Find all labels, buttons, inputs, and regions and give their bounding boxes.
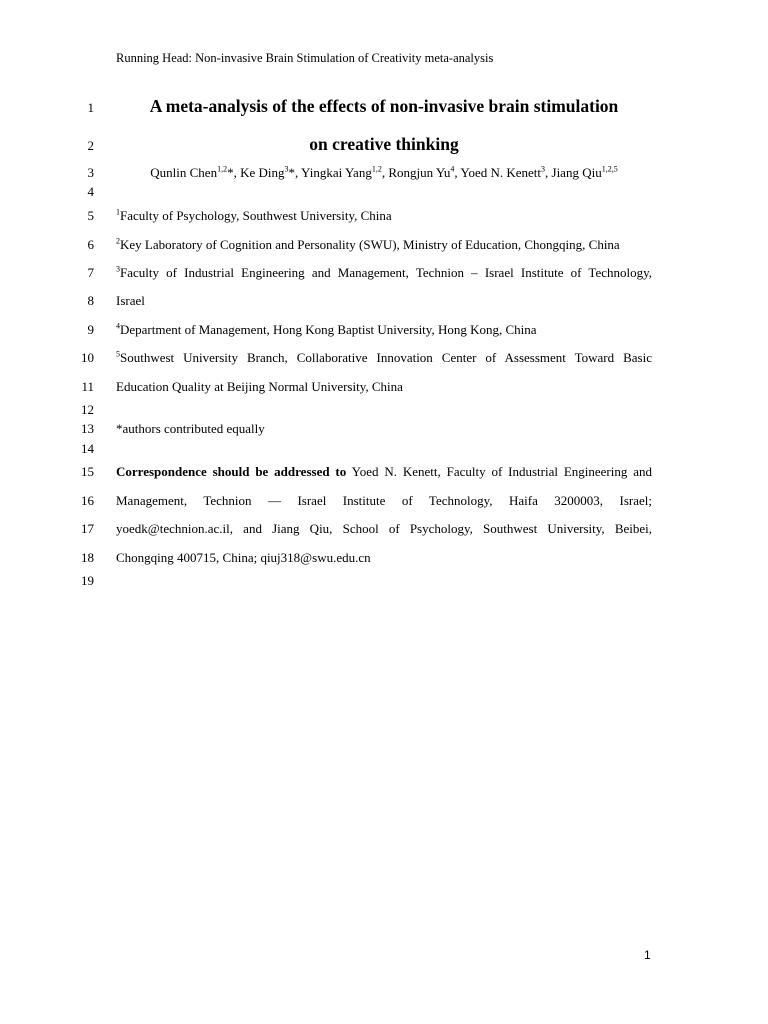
- equal-contribution-mark: *: [227, 165, 234, 180]
- affiliation-text: Department of Management, Hong Kong Baptist University, Hong Kong, China: [120, 322, 537, 337]
- line-number: 7: [87, 265, 94, 280]
- line-number: 12: [81, 402, 94, 417]
- affiliation-number: 1: [116, 207, 120, 217]
- affiliation-number: 4: [116, 321, 120, 331]
- correspondence-label: Correspondence should be addressed to: [116, 464, 347, 479]
- author-name: Jiang Qiu: [551, 165, 602, 180]
- author-affiliation: 1,2,5: [601, 164, 618, 174]
- line-number: 9: [87, 322, 94, 337]
- line-number: 4: [87, 184, 94, 199]
- page-number: 1: [644, 948, 651, 962]
- correspondence-text: Yoed N. Kenett, Faculty of Industrial Engineering and: [346, 464, 652, 479]
- line-number: 1: [87, 100, 94, 115]
- affiliation-text: Faculty of Industrial Engineering and Management, Technion – Israel Institute of Technology,: [120, 265, 652, 280]
- author-affiliation: 1,2: [217, 164, 228, 174]
- line-number: 13: [81, 421, 94, 436]
- author-affiliation: 1,2: [371, 164, 382, 174]
- line-number: 15: [81, 464, 94, 479]
- affiliation-number: 3: [116, 264, 120, 274]
- affiliation-3: [116, 265, 652, 281]
- author-name: Ke Ding: [240, 165, 285, 180]
- correspondence-line-2: Management, Technion — Israel Institute of Technology, Haifa 3200003, Israel;: [116, 493, 652, 508]
- affiliation-3-continued: Israel: [116, 293, 145, 308]
- line-number: 2: [87, 138, 94, 153]
- line-number: 6: [87, 237, 94, 252]
- author-name: Yoed N. Kenett: [460, 165, 542, 180]
- correspondence-line-3: yoedk@technion.ac.il, and Jiang Qiu, School of Psychology, Southwest University, Beibei,: [116, 521, 652, 536]
- line-number: 18: [81, 550, 94, 565]
- author-affiliation: 3: [541, 164, 546, 174]
- author-name: Yingkai Yang: [301, 165, 372, 180]
- line-number: 8: [87, 293, 94, 308]
- author-list: Qunlin Chen$^{1,2}$*, Ke Ding$^3$*, Yingkai Yang$^{1,2}$, Rongjun Yu$^4$, Yoed N. Kenett$^3$, Jiang Qiu$^{1,2,5}$: [150, 164, 618, 180]
- affiliation-4: [116, 322, 652, 338]
- affiliation-text: Faculty of Psychology, Southwest University, China: [120, 208, 392, 223]
- author-name: Qunlin Chen: [150, 165, 218, 180]
- affiliation-number: 2: [116, 236, 120, 246]
- correspondence-line-4: Chongqing 400715, China; qiuj318@swu.edu.cn: [116, 550, 371, 565]
- affiliation-1: [116, 208, 652, 224]
- line-number: 14: [81, 441, 94, 456]
- equal-contribution-mark: *: [288, 165, 295, 180]
- line-number: 10: [81, 350, 94, 365]
- author-affiliation: 4: [450, 164, 455, 174]
- affiliation-text: Southwest University Branch, Collaborative Innovation Center of Assessment Toward Basic: [120, 350, 652, 365]
- line-number: 5: [87, 208, 94, 223]
- line-number: 16: [81, 493, 94, 508]
- affiliation-5-continued: Education Quality at Beijing Normal University, China: [116, 379, 403, 394]
- correspondence-line-1: [116, 464, 652, 480]
- author-name: Rongjun Yu: [388, 165, 451, 180]
- paper-title-line-1: A meta-analysis of the effects of non-invasive brain stimulation: [149, 96, 619, 116]
- line-number: 19: [81, 573, 94, 588]
- paper-title-line-2: on creative thinking: [309, 134, 459, 154]
- affiliation-2: [116, 237, 652, 253]
- line-number: 3: [87, 165, 94, 180]
- line-number: 17: [81, 521, 94, 536]
- author-affiliation: 3: [284, 164, 289, 174]
- equal-contribution-note: *authors contributed equally: [116, 421, 265, 436]
- affiliation-text: Key Laboratory of Cognition and Personality (SWU), Ministry of Education, Chongqing, China: [120, 237, 620, 252]
- affiliation-5: [116, 350, 652, 366]
- line-number: 11: [81, 379, 94, 394]
- running-head: Running Head: Non-invasive Brain Stimulation of Creativity meta-analysis: [116, 51, 494, 65]
- affiliation-number: 5: [116, 349, 120, 359]
